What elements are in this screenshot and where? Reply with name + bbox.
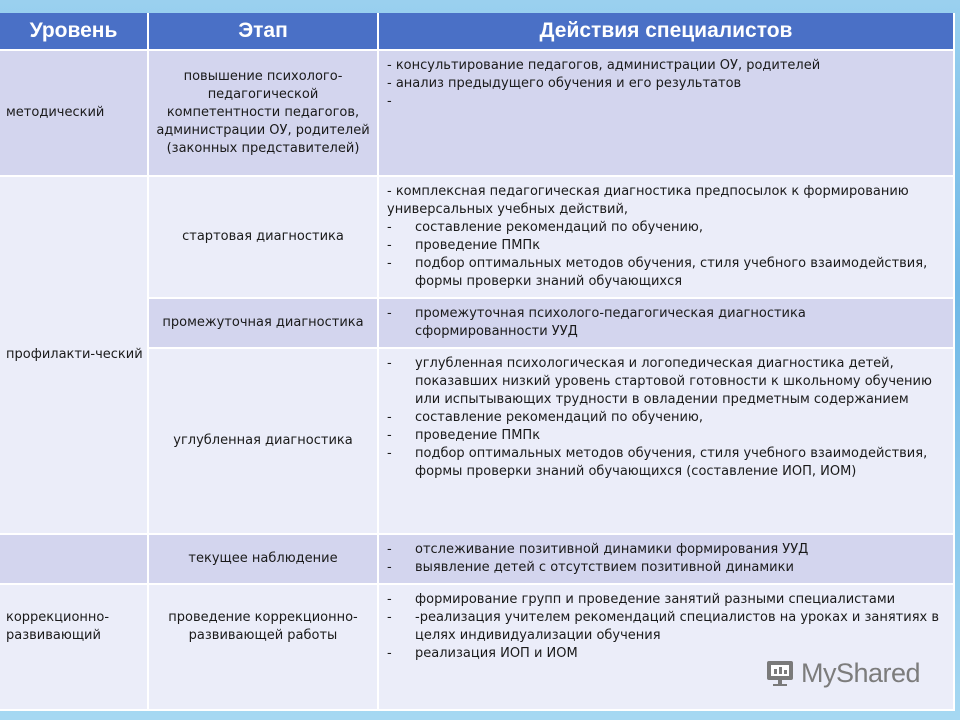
action-item: - подбор оптимальных методов обучения, стиля учебного взаимодействия, формы проверки знаний обучающихся (составление ИОП, ИОМ) [387,445,939,481]
action-item: - проведение ПМПк [387,237,939,255]
level-cell: методический [0,50,148,176]
action-item: - -реализация учителем рекомендаций специалистов на уроках и занятиях в целях индивидуализации обучения [387,609,939,645]
actions-list [387,57,939,111]
actions-cell [378,534,954,584]
table-row [0,584,954,710]
action-item: - промежуточная психолого-педагогическая диагностика сформированности УУД [387,305,939,341]
header-level: Уровень [0,13,148,50]
table-row [0,176,954,298]
actions-list [387,541,939,577]
level-cell: профилакти-ческий [0,176,148,534]
header-row [0,13,954,50]
actions-cell [378,584,954,710]
stage-cell: стартовая диагностика [148,176,378,298]
level-cell-empty [0,534,148,584]
action-item: - подбор оптимальных методов обучения, стиля учебного взаимодействия, формы проверки знаний обучающихся [387,255,939,291]
action-item: - формирование групп и проведение занятий разными специалистами [387,591,939,609]
myshared-watermark [765,656,920,690]
header-actions: Действия специалистов [378,13,954,50]
actions-list [387,219,939,291]
action-item: - отслеживание позитивной динамики формирования УУД [387,541,939,559]
header-stage: Этап [148,13,378,50]
table-container [0,13,955,708]
action-item: - проведение ПМПк [387,427,939,445]
action-item: - [387,94,392,109]
actions-cell [378,298,954,348]
action-item: - составление рекомендаций по обучению, [387,219,939,237]
level-cell: коррекционно-развивающий [0,584,148,710]
action-lead: - комплексная педагогическая диагностика предпосылок к формированию универсальных учебных действий, [387,184,909,217]
actions-cell [378,348,954,534]
actions-list [387,305,939,341]
actions-list [387,591,939,663]
action-item: - консультирование педагогов, администрации ОУ, родителей [387,58,821,73]
action-item: - выявление детей с отсутствием позитивной динамики [387,559,939,577]
specialists-actions-table [0,13,955,711]
actions-cell [378,50,954,176]
watermark-text: MyShared [801,657,921,688]
action-item: - реализация ИОП и ИОМ [387,645,939,663]
stage-cell: углубленная диагностика [148,348,378,534]
action-item: - углубленная психологическая и логопедическая диагностика детей, показавших низкий уровень стартовой готовности к школьному обучению или испытывающих трудности в овладении предметным содержанием [387,355,939,409]
action-item: - составление рекомендаций по обучению, [387,409,939,427]
action-item: - анализ предыдущего обучения и его результатов [387,76,742,91]
stage-cell: проведение коррекционно-развивающей работы [148,584,378,710]
stage-cell: промежуточная диагностика [148,298,378,348]
actions-list [387,355,939,481]
table-row [0,534,954,584]
stage-cell: повышение психолого-педагогической компетентности педагогов, администрации ОУ, родителей (законных представителей) [148,50,378,176]
actions-cell [378,176,954,298]
stage-cell: текущее наблюдение [148,534,378,584]
table-row [0,50,954,176]
presentation-screen-icon [765,658,795,688]
